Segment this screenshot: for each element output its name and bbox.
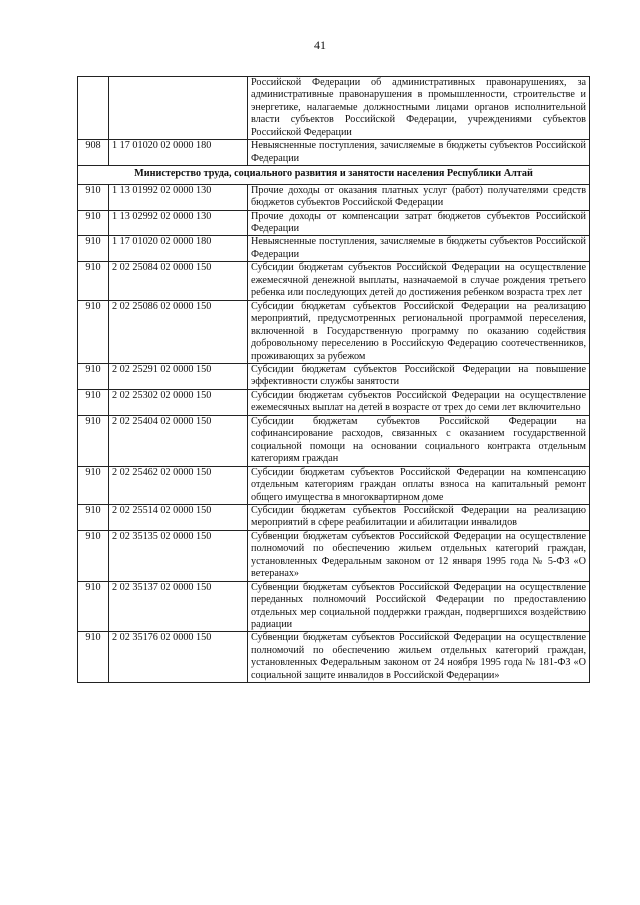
table-row xyxy=(78,415,590,466)
section-header-row xyxy=(78,166,590,184)
table-row xyxy=(78,363,590,389)
revenue-name-cell: Субсидии бюджетам субъектов Российской Федерации на осуществление ежемесячной денежной выплаты, назначаемой в случае рождения третьего ребенка или последующих детей до достижения ребенком возраста трех лет xyxy=(248,262,590,300)
table-row xyxy=(78,300,590,363)
budget-code-cell xyxy=(109,77,248,140)
revenue-name-cell: Российской Федерации об административных правонарушениях, за административные правонарушения в промышленности, строительстве и энергетике, налагаемые должностными лицами органов исполнительной власти субъектов Российской Федерации, учреждениями субъектов Российской Федерации xyxy=(248,77,590,140)
table-row xyxy=(78,504,590,530)
revenue-name-cell: Невыясненные поступления, зачисляемые в бюджеты субъектов Российской Федерации xyxy=(248,236,590,262)
admin-code-cell: 910 xyxy=(78,236,109,262)
admin-code-cell: 910 xyxy=(78,530,109,581)
admin-code-cell: 910 xyxy=(78,210,109,236)
section-title: Министерство труда, социального развития и занятости населения Республики Алтай xyxy=(78,166,590,184)
table-row xyxy=(78,262,590,300)
admin-code-cell: 910 xyxy=(78,466,109,504)
admin-code-cell: 910 xyxy=(78,363,109,389)
table-row xyxy=(78,210,590,236)
budget-code-cell: 2 02 25514 02 0000 150 xyxy=(109,504,248,530)
budget-code-cell: 2 02 25404 02 0000 150 xyxy=(109,415,248,466)
table-row xyxy=(78,389,590,415)
admin-code-cell: 910 xyxy=(78,504,109,530)
budget-code-cell: 2 02 35135 02 0000 150 xyxy=(109,530,248,581)
budget-code-cell: 1 13 02992 02 0000 130 xyxy=(109,210,248,236)
revenue-name-cell: Субвенции бюджетам субъектов Российской Федерации на осуществление полномочий по обеспечению жильем отдельных категорий граждан, установленных Федеральным законом от 12 января 1995 года № 5-ФЗ «О ветеранах» xyxy=(248,530,590,581)
budget-code-cell: 1 17 01020 02 0000 180 xyxy=(109,236,248,262)
budget-code-cell: 2 02 35137 02 0000 150 xyxy=(109,581,248,632)
revenue-name-cell: Субсидии бюджетам субъектов Российской Федерации на повышение эффективности службы занятости xyxy=(248,363,590,389)
revenue-name-cell: Невыясненные поступления, зачисляемые в бюджеты субъектов Российской Федерации xyxy=(248,140,590,166)
table-row xyxy=(78,581,590,632)
table-body xyxy=(78,77,590,683)
revenue-name-cell: Субсидии бюджетам субъектов Российской Федерации на реализацию мероприятий в сфере реабилитации и абилитации инвалидов xyxy=(248,504,590,530)
admin-code-cell: 910 xyxy=(78,632,109,683)
table-row xyxy=(78,140,590,166)
revenue-name-cell: Субсидии бюджетам субъектов Российской Федерации на компенсацию отдельным категориям граждан оплаты взноса на капитальный ремонт общего имущества в многоквартирном доме xyxy=(248,466,590,504)
table-row xyxy=(78,632,590,683)
revenue-name-cell: Субвенции бюджетам субъектов Российской Федерации на осуществление полномочий по обеспечению жильем отдельных категорий граждан, установленных Федеральным законом от 24 ноября 1995 года № 181-ФЗ «О социальной защите инвалидов в Российской Федерации» xyxy=(248,632,590,683)
admin-code-cell: 910 xyxy=(78,300,109,363)
budget-code-cell: 1 13 01992 02 0000 130 xyxy=(109,184,248,210)
page-number: 41 xyxy=(314,38,326,52)
budget-code-cell: 2 02 25086 02 0000 150 xyxy=(109,300,248,363)
admin-code-cell: 908 xyxy=(78,140,109,166)
admin-code-cell: 910 xyxy=(78,184,109,210)
table-row xyxy=(78,77,590,140)
budget-code-cell: 1 17 01020 02 0000 180 xyxy=(109,140,248,166)
budget-code-cell: 2 02 25084 02 0000 150 xyxy=(109,262,248,300)
revenue-name-cell: Субсидии бюджетам субъектов Российской Федерации на реализацию мероприятий, предусмотренных региональной программой переселения, включенной в Государственную программу по оказанию содействия добровольному переселению в Российскую Федерацию соотечественников, проживающих за рубежом xyxy=(248,300,590,363)
admin-code-cell: 910 xyxy=(78,415,109,466)
table-row xyxy=(78,466,590,504)
admin-code-cell: 910 xyxy=(78,389,109,415)
table-row xyxy=(78,184,590,210)
table-row xyxy=(78,530,590,581)
budget-code-cell: 2 02 25462 02 0000 150 xyxy=(109,466,248,504)
budget-code-cell: 2 02 25302 02 0000 150 xyxy=(109,389,248,415)
admin-code-cell: 910 xyxy=(78,262,109,300)
revenue-codes-table xyxy=(77,76,590,683)
admin-code-cell xyxy=(78,77,109,140)
admin-code-cell: 910 xyxy=(78,581,109,632)
revenue-name-cell: Субсидии бюджетам субъектов Российской Федерации на софинансирование расходов, связанных с оказанием государственной социальной помощи на основании социального контракта отдельным категориям граждан xyxy=(248,415,590,466)
revenue-name-cell: Прочие доходы от компенсации затрат бюджетов субъектов Российской Федерации xyxy=(248,210,590,236)
revenue-name-cell: Прочие доходы от оказания платных услуг (работ) получателями средств бюджетов субъектов Российской Федерации xyxy=(248,184,590,210)
budget-code-cell: 2 02 25291 02 0000 150 xyxy=(109,363,248,389)
revenue-name-cell: Субсидии бюджетам субъектов Российской Федерации на осуществление ежемесячных выплат на детей в возрасте от трех до семи лет включительно xyxy=(248,389,590,415)
budget-code-cell: 2 02 35176 02 0000 150 xyxy=(109,632,248,683)
revenue-name-cell: Субвенции бюджетам субъектов Российской Федерации на осуществление переданных полномочий Российской Федерации по предоставлению отдельных мер социальной поддержки граждан, подвергшихся воздействию радиации xyxy=(248,581,590,632)
table-row xyxy=(78,236,590,262)
